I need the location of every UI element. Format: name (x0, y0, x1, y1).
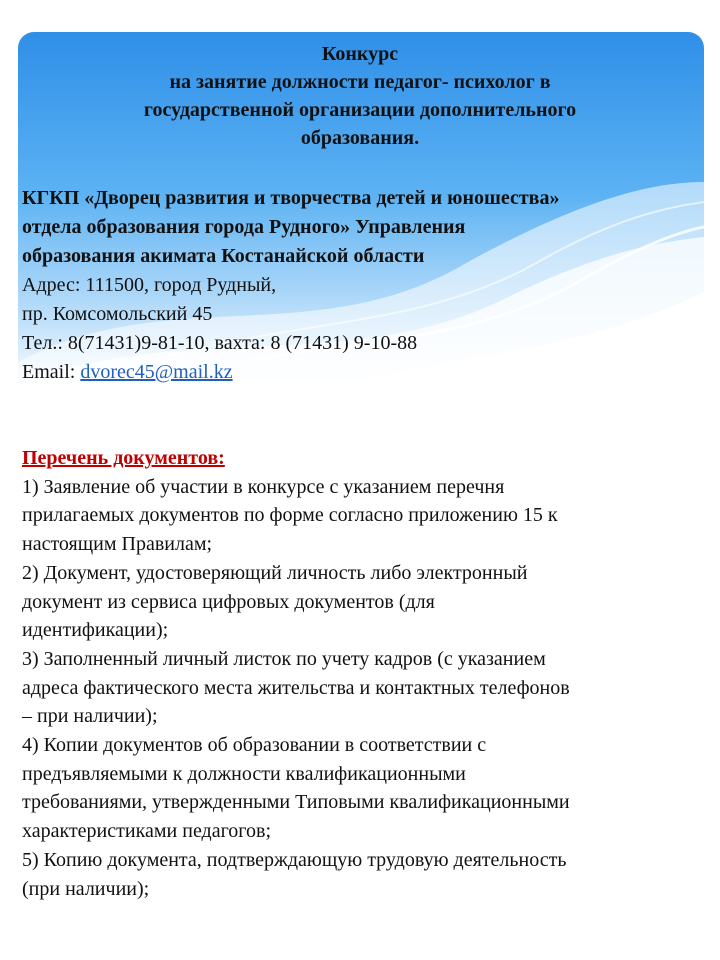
title-line: государственной организации дополнительного (143, 99, 577, 121)
document-line: требованиями, утвержденными Типовыми квалификационными (22, 791, 570, 814)
document-line: идентификации); (22, 619, 169, 642)
address-line: Адрес: 111500, город Рудный, (22, 274, 277, 296)
org-name-line: образования акимата Костанайской области (22, 245, 425, 267)
document-line: (при наличии); (22, 877, 150, 900)
document-line: адреса фактического места жительства и контактных телефонов (22, 676, 570, 699)
document-line: 5) Копию документа, подтверждающую трудовую деятельность (22, 848, 567, 871)
document-line: предъявляемыми к должности квалификационными (22, 762, 466, 785)
contest-title (0, 40, 720, 152)
title-line: Конкурс (321, 43, 399, 65)
email-link[interactable]: dvorec45@mail.kz (80, 361, 233, 383)
org-name-line: отдела образования города Рудного» Управления (22, 216, 466, 238)
email-line (22, 358, 712, 387)
document-line: документ из сервиса цифровых документов (для (22, 590, 435, 613)
organization-info (22, 184, 712, 387)
title-line: образования. (300, 127, 420, 149)
address-line: пр. Комсомольский 45 (22, 303, 213, 325)
document-line: 2) Документ, удостоверяющий личность либо электронный (22, 561, 528, 584)
documents-list (22, 444, 712, 903)
document-line: прилагаемых документов по форме согласно приложению 15 к (22, 504, 558, 527)
document-line: 1) Заявление об участии в конкурсе с указанием перечня (22, 475, 505, 498)
document-line: – при наличии); (22, 705, 158, 728)
documents-heading: Перечень документов: (22, 447, 225, 469)
title-line: на занятие должности педагог- психолог в (169, 71, 551, 93)
document-line: характеристиками педагогов; (22, 820, 272, 843)
org-name-line: КГКП «Дворец развития и творчества детей и юношества» (22, 187, 560, 209)
document-line: настоящим Правилам; (22, 533, 213, 556)
document-line: 4) Копии документов об образовании в соответствии с (22, 734, 487, 757)
email-label: Email: (22, 361, 81, 383)
document-line: 3) Заполненный личный листок по учету кадров (с указанием (22, 647, 546, 670)
phone-line: Тел.: 8(71431)9-81-10, вахта: 8 (71431) 9-10-88 (22, 332, 418, 354)
